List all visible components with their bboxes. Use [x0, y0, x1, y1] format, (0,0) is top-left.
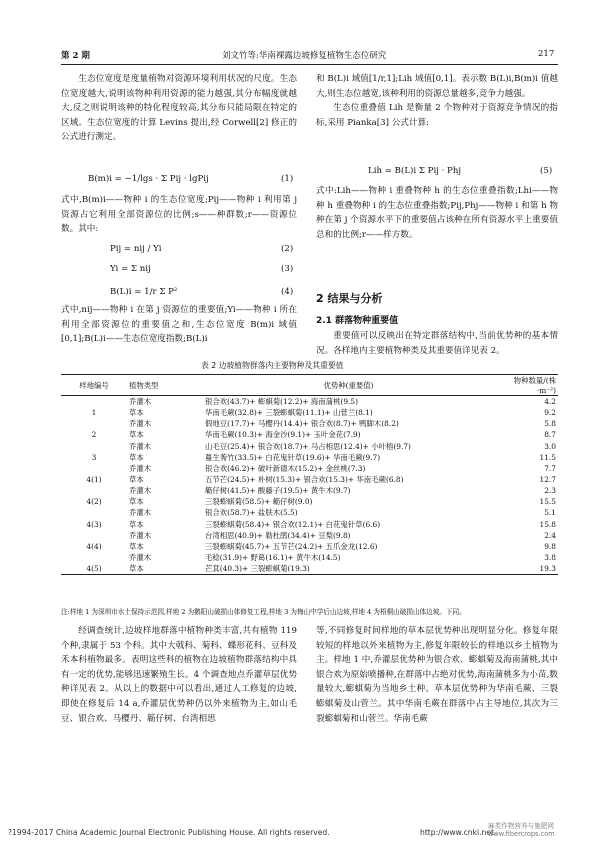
cell-plot: 4(2): [86, 497, 102, 507]
bottom-right-text: [316, 624, 558, 726]
equation-5-number: (5): [540, 166, 553, 176]
bottom-left-paragraph: 经调查统计,边坡样地群落中植物种类丰富,共有植物 119 个种,隶属于 53 个科。其中大戟科、菊科、蝶形花科、豆科及禾本科植物最多。表明这些科的植物在边坡植物群落结构中具有一定的优势,能够迅速繁殖生长。4 个调查地点乔灌草层优势种详见表 2。从以上的数据中可以看出,通过人工修复的边坡,即使在修复后 14 a,乔灌层优势种仍以外来植物为主,如山毛豆、银合欢、马樱丹、簕仔树、台湾相思: [61, 626, 297, 724]
cell-plot: [61, 530, 127, 541]
cell-count: 3.8: [544, 553, 556, 563]
cell-type: 草本: [129, 430, 144, 440]
table-row: [61, 485, 558, 496]
cell-type: 草本: [129, 408, 144, 418]
cell-count: 2.4: [544, 530, 556, 540]
cell-count: 2.3: [544, 486, 556, 496]
cell-type: 草本: [129, 519, 144, 529]
right-column: [316, 72, 558, 130]
cell-dominant: 银合欢(46.2)+ 破叶新德木(15.2)+ 金丝桃(7.3): [205, 463, 366, 473]
table-row: [61, 407, 558, 418]
bottom-left-text: [61, 624, 297, 726]
cell-count: 5.1: [544, 508, 556, 518]
cell-plot: [61, 396, 127, 408]
cell-type: 乔灌木: [129, 486, 152, 496]
left-column: [61, 72, 297, 145]
equation-4: B(L)i = 1/r Σ P²: [110, 287, 178, 297]
equation-3: Yi = Σ nij: [110, 264, 151, 274]
header-dominant: 优势种(重要值): [203, 375, 494, 396]
cell-count: 15.5: [539, 497, 556, 507]
cell-plot: 2: [91, 430, 97, 440]
equation-2: Pij = nij / Yi: [110, 244, 162, 254]
overlap-paragraph: 生态位重叠值 Lih 是衡量 2 个物种对于资源竞争情况的指标,采用 Pianka[3] 公式计算:: [316, 103, 558, 128]
cell-plot: 1: [91, 408, 97, 418]
cell-dominant: 蔓生莠竹(33.5)+ 白花鬼针草(19.6)+ 华南毛蕨(9.7): [205, 452, 381, 462]
cell-dominant: 芒萁(40.3)+ 三裂蟛蜞菊(19.3): [203, 563, 494, 575]
table-row: [61, 519, 558, 530]
eq5-explanation-text: 式中:Lih——物种 i 重叠物种 h 的生态位重叠指数;Lhi——物种 h 重叠物种 i 的生态位重叠指数;Pij,Phj——物种 i 和第 h 物种在第 j 个资源水平下的重要值占该种在所有资源水平上重要值总和的比例;r——样方数。: [316, 186, 558, 240]
cell-count: 7.7: [544, 463, 556, 473]
cell-type: 草本: [127, 563, 203, 575]
cell-dominant: 三裂蟛蜞菊(45.7)+ 五节芒(24.2)+ 五爪金龙(12.6): [205, 541, 378, 551]
cell-dominant: 华南毛蕨(10.3)+ 海金沙(9.1)+ 玉叶金花(7.9): [205, 430, 361, 440]
cell-dominant: 假地豆(17.7)+ 马樱丹(14.4)+ 银合欢(8.7)+ 鸭脚木(8.2): [205, 419, 399, 429]
cell-dominant: 银合欢(43.7)+ 蟛蜞菊(12.2)+ 海南蒲桃(9.5): [205, 397, 358, 407]
cell-plot: [61, 418, 127, 429]
cell-type: 乔灌木: [129, 397, 152, 407]
cell-count: 5.8: [544, 419, 556, 429]
cell-type: 草本: [129, 452, 144, 462]
table-header-row: [61, 375, 558, 396]
cell-type: 草本: [129, 497, 144, 507]
cell-plot: [61, 463, 127, 474]
cell-type: 乔灌木: [129, 419, 152, 429]
section-2-1-text: 重要值可以反映出在特定群落结构中,当前优势种的基本情况。各样地内主要植物种类及其重要值详见表 2。: [316, 331, 558, 356]
cell-count: 8.7: [544, 430, 556, 440]
table-row: [61, 507, 558, 518]
issue-number: 第 2 期: [61, 51, 90, 61]
table-row: [61, 552, 558, 563]
table-row: [61, 541, 558, 552]
species-table: [61, 374, 558, 575]
section-2-1-heading: 2.1 群落物种重要值: [316, 316, 399, 326]
cell-count: 11.5: [539, 452, 556, 462]
section-2-heading: 2 结果与分析: [316, 292, 383, 305]
section-2-1-body: [316, 329, 558, 358]
table-row: [61, 441, 558, 452]
cell-dominant: 簕仔树(41.5)+ 酸藤子(19.5)+ 黄牛木(9.7): [205, 486, 351, 496]
table-row: [61, 463, 558, 474]
cell-type: 乔灌木: [129, 441, 152, 451]
cell-count: 9.2: [544, 408, 556, 418]
table-row: [61, 418, 558, 429]
cell-type: 乔灌木: [129, 508, 152, 518]
page-number: 217: [538, 49, 555, 59]
equation-2-number: (2): [281, 244, 294, 254]
header-type: 植物类型: [127, 375, 203, 396]
table-note: 注:样地 1 为深圳市水土保持示范园,样地 2 为鹅阳山破损山体修复工程,样地 3 为梅山中学后山边坡,样地 4 为梧桐山破损山体边坡。下同。: [61, 608, 466, 616]
cell-count: 15.8: [539, 519, 556, 529]
cell-dominant: 毛稔(31.9)+ 野葛(16.1)+ 黄牛木(14.5): [205, 553, 341, 563]
header-plot: 样地编号: [61, 375, 127, 396]
equation-5: Lih = B(L)i Σ Pij · Phj: [368, 166, 462, 176]
cell-dominant: 三裂蟛蜞菊(58.5)+ 簕仔树(9.0): [205, 497, 313, 507]
eq4-explanation-text: 式中,nij——物种 i 在第 j 资源位的重要值;Yi——物种 i 所在利用全部资源位的重要值之和,生态位宽度 B(m)i 域值[0,1];B(L)i——生态位宽度指数;B(L)i: [61, 305, 297, 345]
eq5-explanation: [316, 184, 558, 242]
cell-plot: [61, 441, 127, 452]
cell-count: 9.8: [544, 541, 556, 551]
cell-plot: 3: [91, 452, 97, 462]
bottom-right-paragraph: 等,不同修复时间样地的草本层优势种出现明显分化。修复年限较短的样地以外来植物为主,修复年限较长的样地以乡土植物为主。样地 1 中,乔灌层优势种为银合欢、蟛蜞菊及海南蒲桃,其中银合欢为原始喷播种,在群落中占绝对优势,海南蒲桃多为小苗,数量较大,蟛蜞菊为当地乡土种。草本层优势种为华南毛蕨、三裂蟛蜞菊及山菅兰。其中华南毛蕨在群落中占主导地位,其次为三裂蟛蜞菊和山菅兰。华南毛蕨: [316, 626, 558, 724]
table-row: [61, 496, 558, 507]
equation-4-number: (4): [281, 287, 294, 297]
equation-1: B(m)i = −1/lgs · Σ Pij · lgPij: [88, 174, 209, 184]
cell-dominant: 山毛豆(25.4)+ 银合欢(18.7)+ 马占相思(12.4)+ 小叶榕(9.7): [205, 441, 411, 451]
cell-plot: 4(4): [86, 541, 102, 551]
cell-count: 4.2: [544, 397, 556, 407]
equation-1-number: (1): [281, 174, 294, 184]
cell-type: 乔灌木: [129, 553, 152, 563]
cell-dominant: 台湾相思(40.9)+ 勒杜鹃(34.4)+ 豆梨(9.8): [205, 530, 351, 540]
copyright-line: ?1994-2017 China Academic Journal Electronic Publishing House. All rights reserved.: [8, 828, 330, 837]
cell-type: 草本: [129, 475, 144, 485]
cell-plot: [61, 507, 127, 518]
cell-plot: 4(1): [86, 475, 102, 485]
eq1-explanation: [61, 193, 297, 237]
cell-dominant: 五节芒(24.5)+ 朴树(15.3)+ 银合欢(15.3)+ 华南毛蕨(6.8): [205, 475, 404, 485]
eq4-explanation: [61, 303, 297, 347]
table-row: [61, 429, 558, 440]
cell-dominant: 三裂蟛蜞菊(58.4)+ 银合欢(12.1)+ 白花鬼针草(6.6): [205, 519, 381, 529]
table-row: [61, 474, 558, 485]
cell-type: 草本: [129, 541, 144, 551]
cell-count: 3.0: [544, 441, 556, 451]
header-rule: [61, 64, 558, 65]
cell-count: 19.3: [494, 563, 558, 575]
cell-type: 乔灌木: [129, 530, 152, 540]
watermark-text: 麻类作物营养与施肥网 www.fibercrops.com: [488, 822, 555, 838]
header-count: 物种数量/(株·m⁻²): [494, 375, 558, 396]
cell-plot: [61, 552, 127, 563]
equation-3-number: (3): [281, 264, 294, 274]
table-row: [61, 530, 558, 541]
cnki-url: http://www.cnki.net: [420, 828, 494, 837]
table-row: [61, 452, 558, 463]
table-caption: 表 2 边坡植物群落内主要物种及其重要值: [201, 361, 344, 370]
cell-plot: 4(3): [86, 519, 102, 529]
cell-dominant: 银合欢(58.7)+ 盐肤木(5.5): [205, 508, 298, 518]
cell-plot: [61, 485, 127, 496]
table-row: [61, 396, 558, 408]
cell-dominant: 华南毛蕨(32.8)+ 三裂蟛蜞菊(11.1)+ 山菅兰(8.1): [205, 408, 373, 418]
eq1-explanation-text: 式中,B(m)i——物种 i 的生态位宽度;Pij——物种 i 利用第 j 资源占它利用全部资源位的比例;s——种群数;r——资源位数。其中:: [61, 195, 297, 235]
running-title: 刘文竹等:华南裸露边坡修复植物生态位研究: [222, 51, 387, 61]
range-paragraph: 和 B(L)i 域值[1/r,1];Lih 域值[0,1]。表示数 B(L)i,B(m)i 值越大,则生态位越宽,该种利用的资源总量越多,竞争力越强。: [316, 74, 558, 99]
niche-breadth-paragraph: 生态位宽度是度量植物对资源环境利用状况的尺度。生态位宽度越大,说明该物种利用资源的能力越强,其分布幅度就越大,反之则说明该种的特化程度较高,其分布只能局限在特定的区域。生态位宽度的计算 Levins 提出,经 Corwell[2] 修正的公式进行测定。: [61, 74, 297, 143]
cell-plot: 4(5): [61, 563, 127, 575]
cell-count: 12.7: [539, 475, 556, 485]
table-row: [61, 563, 558, 575]
cell-type: 乔灌木: [129, 463, 152, 473]
